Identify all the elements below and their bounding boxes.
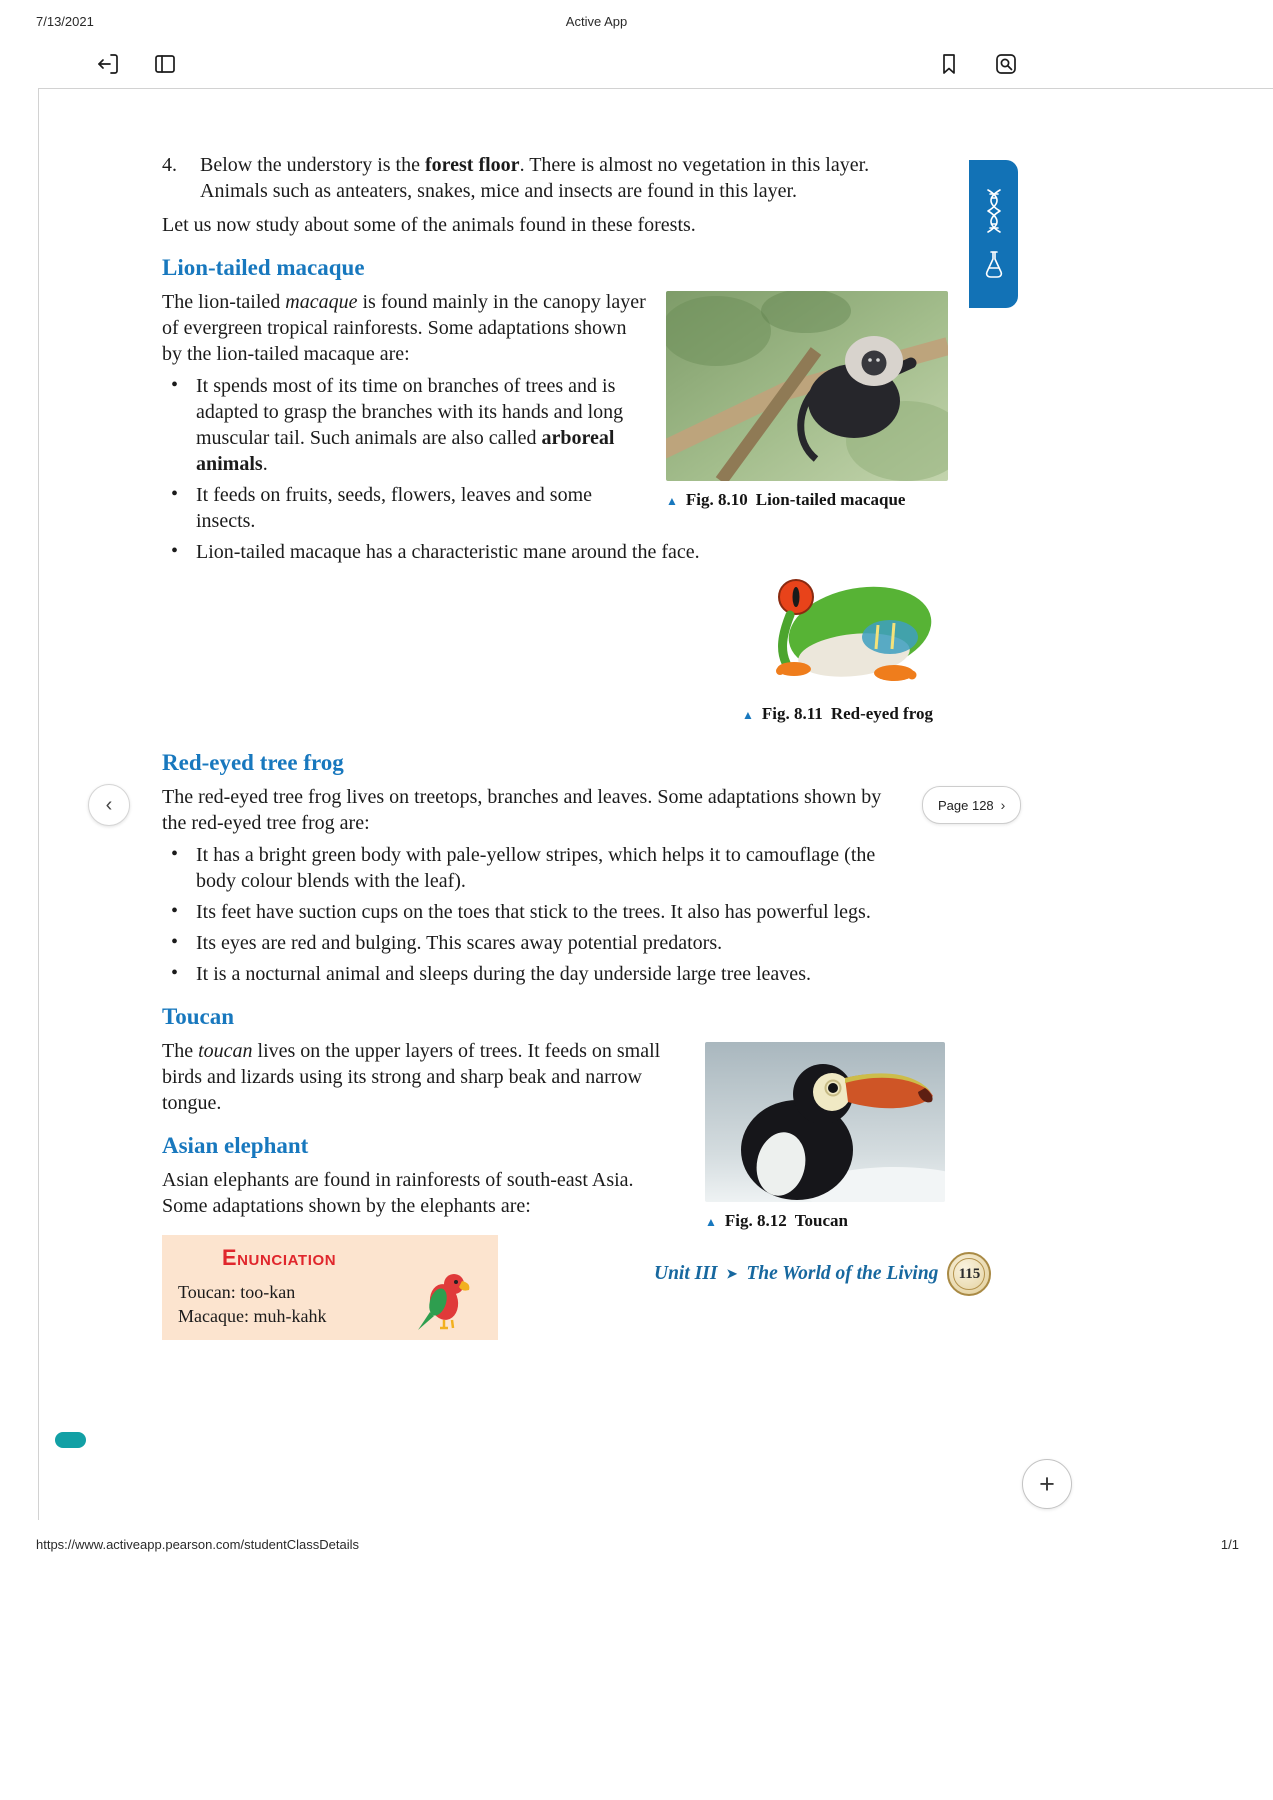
enunciation-title: ENUNCIATION	[222, 1245, 337, 1270]
macaque-paragraph: The lion-tailed macaque is found mainly in the canopy layer of evergreen tropical rainforests. Some adaptations shown by the lion-tailed macaque are:	[162, 291, 646, 365]
figure-toucan	[705, 1042, 945, 1232]
section-macaque	[162, 254, 933, 733]
bullet-dot: •	[171, 962, 179, 984]
item-text: Below the understory is the forest floor. There is almost no vegetation in this layer. Animals such as anteaters, snakes, mice and insects are found in this layer.	[200, 154, 870, 202]
figure-label: Fig. 8.11	[761, 704, 823, 723]
toucan-photo	[705, 1042, 945, 1202]
bookmark-button[interactable]	[934, 49, 964, 79]
search-button[interactable]	[991, 49, 1021, 79]
bullet-dot: •	[171, 540, 179, 562]
reader-frame-left-border	[38, 88, 39, 1520]
section-frog	[162, 749, 907, 987]
section-heading-macaque: Lion-tailed macaque	[162, 255, 365, 280]
flask-icon	[982, 250, 1006, 280]
enunciation-box	[162, 1235, 498, 1340]
macaque-bullet-3: • Lion-tailed macaque has a characteristic mane around the face.	[171, 540, 700, 563]
search-icon	[992, 50, 1020, 78]
figure-name: Red-eyed frog	[830, 704, 933, 723]
unit-title: The World of the Living	[746, 1263, 939, 1284]
toc-panel-button[interactable]	[150, 49, 180, 79]
exit-reader-button[interactable]	[94, 49, 124, 79]
section-heading-toucan: Toucan	[162, 1004, 235, 1029]
page-indicator-label: Page 128	[938, 797, 994, 813]
page-number-badge	[947, 1252, 991, 1296]
reader-frame-top-border	[38, 88, 1273, 89]
toc-panel-icon	[151, 50, 179, 78]
section-toucan	[162, 1003, 907, 1230]
previous-page-button[interactable]	[88, 784, 130, 826]
frog-bullet-3: • Its eyes are red and bulging. This scares away potential predators.	[171, 931, 723, 954]
browser-page-title: Active App	[565, 14, 628, 29]
bullet-dot: •	[171, 843, 179, 865]
bullet-dot: •	[171, 483, 179, 505]
caption-marker-icon: ▲	[742, 708, 754, 722]
chevron-right-icon: ›	[1000, 797, 1006, 813]
print-footer-page-count: 1/1	[1220, 1537, 1239, 1552]
frog-paragraph: The red-eyed tree frog lives on treetops, branches and leaves. Some adaptations shown by the red-eyed tree frog are:	[162, 786, 882, 834]
figure-name: Lion-tailed macaque	[755, 490, 906, 509]
figure-caption	[705, 1211, 945, 1232]
plus-icon: +	[1039, 1468, 1055, 1499]
science-chapter-tab[interactable]	[969, 160, 1018, 308]
figure-label: Fig. 8.12	[724, 1211, 787, 1230]
macaque-bullet-1: • It spends most of its time on branches of trees and is adapted to grasp the branches with its hands and long muscular tail. Such animals are also called arboreal animals.	[171, 374, 624, 475]
item-number: 4.	[162, 154, 177, 176]
parrot-illustration	[412, 1270, 482, 1332]
frog-photo	[742, 545, 964, 695]
exit-reader-icon	[95, 50, 123, 78]
macaque-bullet-2: • It feeds on fruits, seeds, flowers, leaves and some insects.	[171, 483, 592, 532]
caption-marker-icon: ▲	[666, 494, 678, 508]
zoom-in-button[interactable]	[1022, 1459, 1072, 1509]
figure-caption	[742, 704, 964, 725]
unit-footer	[654, 1252, 991, 1296]
section-heading-frog: Red-eyed tree frog	[162, 750, 344, 775]
intro-sentence: Let us now study about some of the animals found in these forests.	[162, 214, 696, 236]
figure-name: Toucan	[794, 1211, 848, 1230]
enunciation-line-2: Macaque: muh-kahk	[178, 1306, 327, 1326]
figure-label: Fig. 8.10	[685, 490, 748, 509]
chevron-left-icon: ‹	[105, 793, 113, 816]
bullet-dot: •	[171, 900, 179, 922]
frog-bullet-4: • It is a nocturnal animal and sleeps during the day underside large tree leaves.	[171, 962, 811, 985]
elephant-paragraph: Asian elephants are found in rainforests of south-east Asia. Some adaptations shown by the elephants are:	[162, 1169, 634, 1217]
frog-bullet-1: • It has a bright green body with pale-yellow stripes, which helps it to camouflage (the body colour blends with the leaf).	[171, 843, 876, 892]
numbered-item-4	[162, 152, 907, 204]
caption-marker-icon: ▲	[705, 1215, 717, 1229]
bookmark-icon	[935, 50, 963, 78]
scroll-indicator-pill[interactable]	[55, 1432, 86, 1448]
page-number: 115	[953, 1258, 985, 1290]
bullet-dot: •	[171, 931, 179, 953]
enunciation-line-1: Toucan: too-kan	[178, 1282, 296, 1302]
section-heading-elephant: Asian elephant	[162, 1133, 309, 1158]
unit-label: Unit III	[654, 1263, 718, 1284]
print-footer-url: https://www.activeapp.pearson.com/studentClassDetails	[36, 1537, 359, 1552]
print-date: 7/13/2021	[36, 14, 94, 29]
figure-frog	[742, 545, 964, 725]
page-indicator-button[interactable]	[922, 786, 1021, 824]
frog-bullet-2: • Its feet have suction cups on the toes that stick to the trees. It also has powerful legs.	[171, 900, 871, 923]
bullet-dot: •	[171, 374, 179, 396]
dna-icon	[982, 188, 1006, 240]
unit-arrow-icon: ➤	[726, 1266, 738, 1281]
toucan-paragraph: The toucan lives on the upper layers of trees. It feeds on small birds and lizards using its strong and sharp beak and narrow tongue.	[162, 1040, 661, 1114]
